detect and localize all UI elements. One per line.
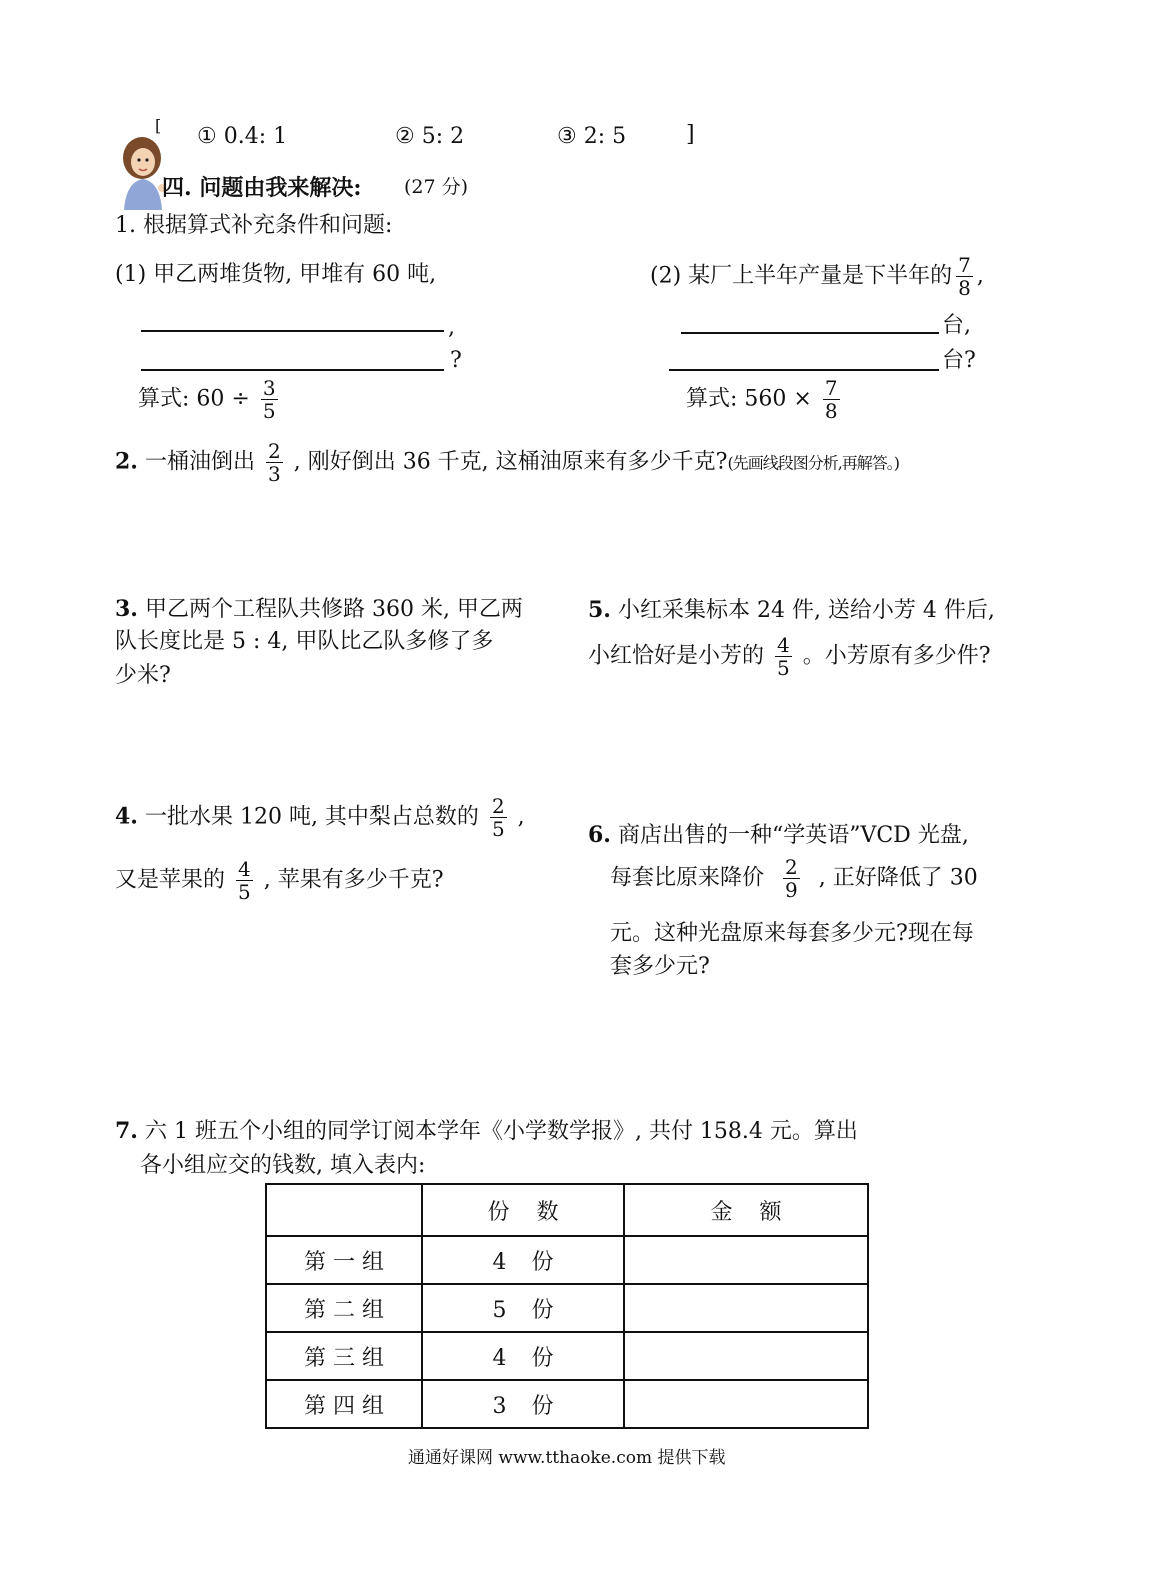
- options-bracket-close: ]: [686, 122, 695, 147]
- q6-text-2b: , 正好降低了 30: [818, 865, 978, 891]
- fraction-denominator: 8: [824, 399, 838, 423]
- q5-line-1: [588, 596, 995, 625]
- q4-fraction-2: [236, 858, 253, 903]
- q5-number: 5.: [588, 597, 611, 623]
- q5-text-2b: 。小芳原有多少件?: [802, 643, 991, 669]
- table-cell-group: 第 四 组: [266, 1380, 422, 1428]
- table-row: [266, 1236, 868, 1284]
- subscription-table: [265, 1183, 869, 1429]
- options-bracket-open: [: [155, 116, 162, 135]
- q5-text-2a: 小红恰好是小芳的: [588, 643, 765, 669]
- table-header-cell: [266, 1184, 422, 1236]
- fraction-numerator: 4: [238, 857, 251, 881]
- table-cell-amount[interactable]: [624, 1380, 868, 1428]
- q6-line-4: 套多少元?: [610, 954, 710, 979]
- table-cell-group: 第 二 组: [266, 1284, 422, 1332]
- q5-line-2: [588, 634, 991, 679]
- q4-text-2a: 又是苹果的: [115, 867, 226, 893]
- q7-text-1: 六 1 班五个小组的同学订阅本学年《小学数学报》, 共付 158.4 元。算出: [144, 1119, 858, 1144]
- table-header-copies: 份 数: [422, 1184, 624, 1236]
- q4-fraction-1: [490, 795, 507, 840]
- q6-number: 6.: [588, 822, 611, 848]
- q1-right-tail: ,: [976, 263, 984, 289]
- section-score: (27 分): [404, 176, 469, 198]
- q1-left-blank-2[interactable]: [141, 369, 444, 371]
- q2-line: [115, 440, 899, 485]
- q6-line-1: [588, 821, 969, 850]
- table-cell-copies: 3 份: [422, 1380, 624, 1428]
- q1-left-formula: [138, 377, 282, 422]
- table-cell-copies: 4 份: [422, 1236, 624, 1284]
- q2-note: (先画线段图分析,再解答。): [727, 453, 900, 473]
- q1-right-end-1: 台,: [942, 313, 971, 338]
- fraction-denominator: 5: [777, 656, 790, 680]
- table-cell-group: 第 三 组: [266, 1332, 422, 1380]
- q4-number: 4.: [115, 803, 138, 830]
- q2-fraction: [266, 440, 283, 485]
- q7-number: 7.: [115, 1118, 138, 1144]
- table-cell-group: 第 一 组: [266, 1236, 422, 1284]
- table-header-row: [266, 1184, 868, 1236]
- table-row: [266, 1332, 868, 1380]
- fraction-denominator: 5: [491, 817, 505, 841]
- q2-number: 2.: [115, 448, 138, 475]
- fraction-numerator: 2: [785, 855, 798, 879]
- fraction-numerator: 4: [777, 633, 790, 657]
- fraction-numerator: 7: [958, 253, 971, 277]
- q1-right-formula-expr: 560 ×: [744, 386, 812, 412]
- q1-right-formula: [686, 377, 844, 422]
- table-cell-copies: 5 份: [422, 1284, 624, 1332]
- table-row: [266, 1380, 868, 1428]
- fraction-denominator: 5: [262, 399, 276, 423]
- q6-text-2a: 每套比原来降价: [610, 865, 765, 891]
- table-row: [266, 1284, 868, 1332]
- q4-text-2b: , 苹果有多少千克?: [263, 867, 444, 893]
- q4-text-1b: ,: [517, 804, 525, 830]
- q3-number: 3.: [115, 596, 138, 622]
- q1-left-text: (1) 甲乙两堆货物, 甲堆有 60 吨,: [115, 262, 437, 287]
- q6-line-3: 元。这种光盘原来每套多少元?现在每: [610, 921, 974, 946]
- q3-line-3: 少米?: [115, 663, 171, 688]
- q6-fraction: [783, 856, 800, 901]
- table-cell-copies: 4 份: [422, 1332, 624, 1380]
- q3-text-1: 甲乙两个工程队共修路 360 米, 甲乙两: [144, 597, 523, 622]
- table-cell-amount[interactable]: [624, 1236, 868, 1284]
- q3-line-2: 队长度比是 5 : 4, 甲队比乙队多修了多: [115, 629, 494, 654]
- table-cell-amount[interactable]: [624, 1284, 868, 1332]
- table-cell-amount[interactable]: [624, 1332, 868, 1380]
- table-header-amount: 金 额: [624, 1184, 868, 1236]
- q6-line-2: [610, 856, 978, 901]
- q2-text-b: , 刚好倒出 36 千克, 这桶油原来有多少千克?: [293, 449, 728, 475]
- q4-line-1: [115, 795, 525, 840]
- q1-right-text-line: [650, 254, 984, 299]
- q1-right-blank-2[interactable]: [669, 369, 939, 371]
- fraction-numerator: 2: [267, 439, 281, 463]
- q2-text-a: 一桶油倒出: [144, 449, 255, 475]
- option-1: ① 0.4: 1: [197, 124, 288, 149]
- q1-right-text: (2) 某厂上半年产量是下半年的: [650, 263, 953, 289]
- fraction-numerator: 2: [491, 794, 505, 818]
- option-2: ② 5: 2: [395, 124, 465, 149]
- q1-left-formula-expr: 60 ÷: [196, 386, 250, 412]
- q7-line-2: 各小组应交的钱数, 填入表内:: [140, 1153, 426, 1178]
- q1-left-fraction: [261, 377, 278, 422]
- q1-left-formula-label: 算式:: [138, 386, 190, 412]
- fraction-numerator: 7: [824, 376, 838, 400]
- q1-right-formula-label: 算式:: [686, 386, 738, 412]
- q1-left-end-2: ?: [450, 348, 462, 373]
- option-3: ③ 2: 5: [557, 124, 627, 149]
- fraction-denominator: 9: [785, 878, 798, 902]
- q4-text-1a: 一批水果 120 吨, 其中梨占总数的: [144, 804, 479, 830]
- fraction-denominator: 8: [958, 276, 971, 300]
- q3-line-1: [115, 595, 523, 624]
- q5-fraction: [775, 634, 792, 679]
- q1-right-formula-fraction: [823, 377, 840, 422]
- q4-line-2: [115, 858, 444, 903]
- q1-right-end-2: 台?: [942, 348, 976, 373]
- fraction-numerator: 3: [262, 376, 276, 400]
- q5-text-1: 小红采集标本 24 件, 送给小芳 4 件后,: [617, 598, 995, 623]
- section-title: 四. 问题由我来解决:: [162, 175, 362, 201]
- fraction-denominator: 5: [238, 880, 251, 904]
- q1-left-end-1: ,: [448, 315, 455, 340]
- q7-line-1: [115, 1117, 858, 1146]
- q1-title: 1. 根据算式补充条件和问题:: [115, 213, 393, 238]
- q1-right-blank-1[interactable]: [681, 332, 939, 334]
- page-footer: 通通好课网 www.tthaoke.com 提供下载: [408, 1448, 726, 1468]
- q6-text-1: 商店出售的一种“学英语”VCD 光盘,: [617, 823, 969, 848]
- fraction-denominator: 3: [267, 462, 281, 486]
- q1-left-blank-1[interactable]: [141, 330, 444, 332]
- q1-right-fraction: [956, 254, 973, 299]
